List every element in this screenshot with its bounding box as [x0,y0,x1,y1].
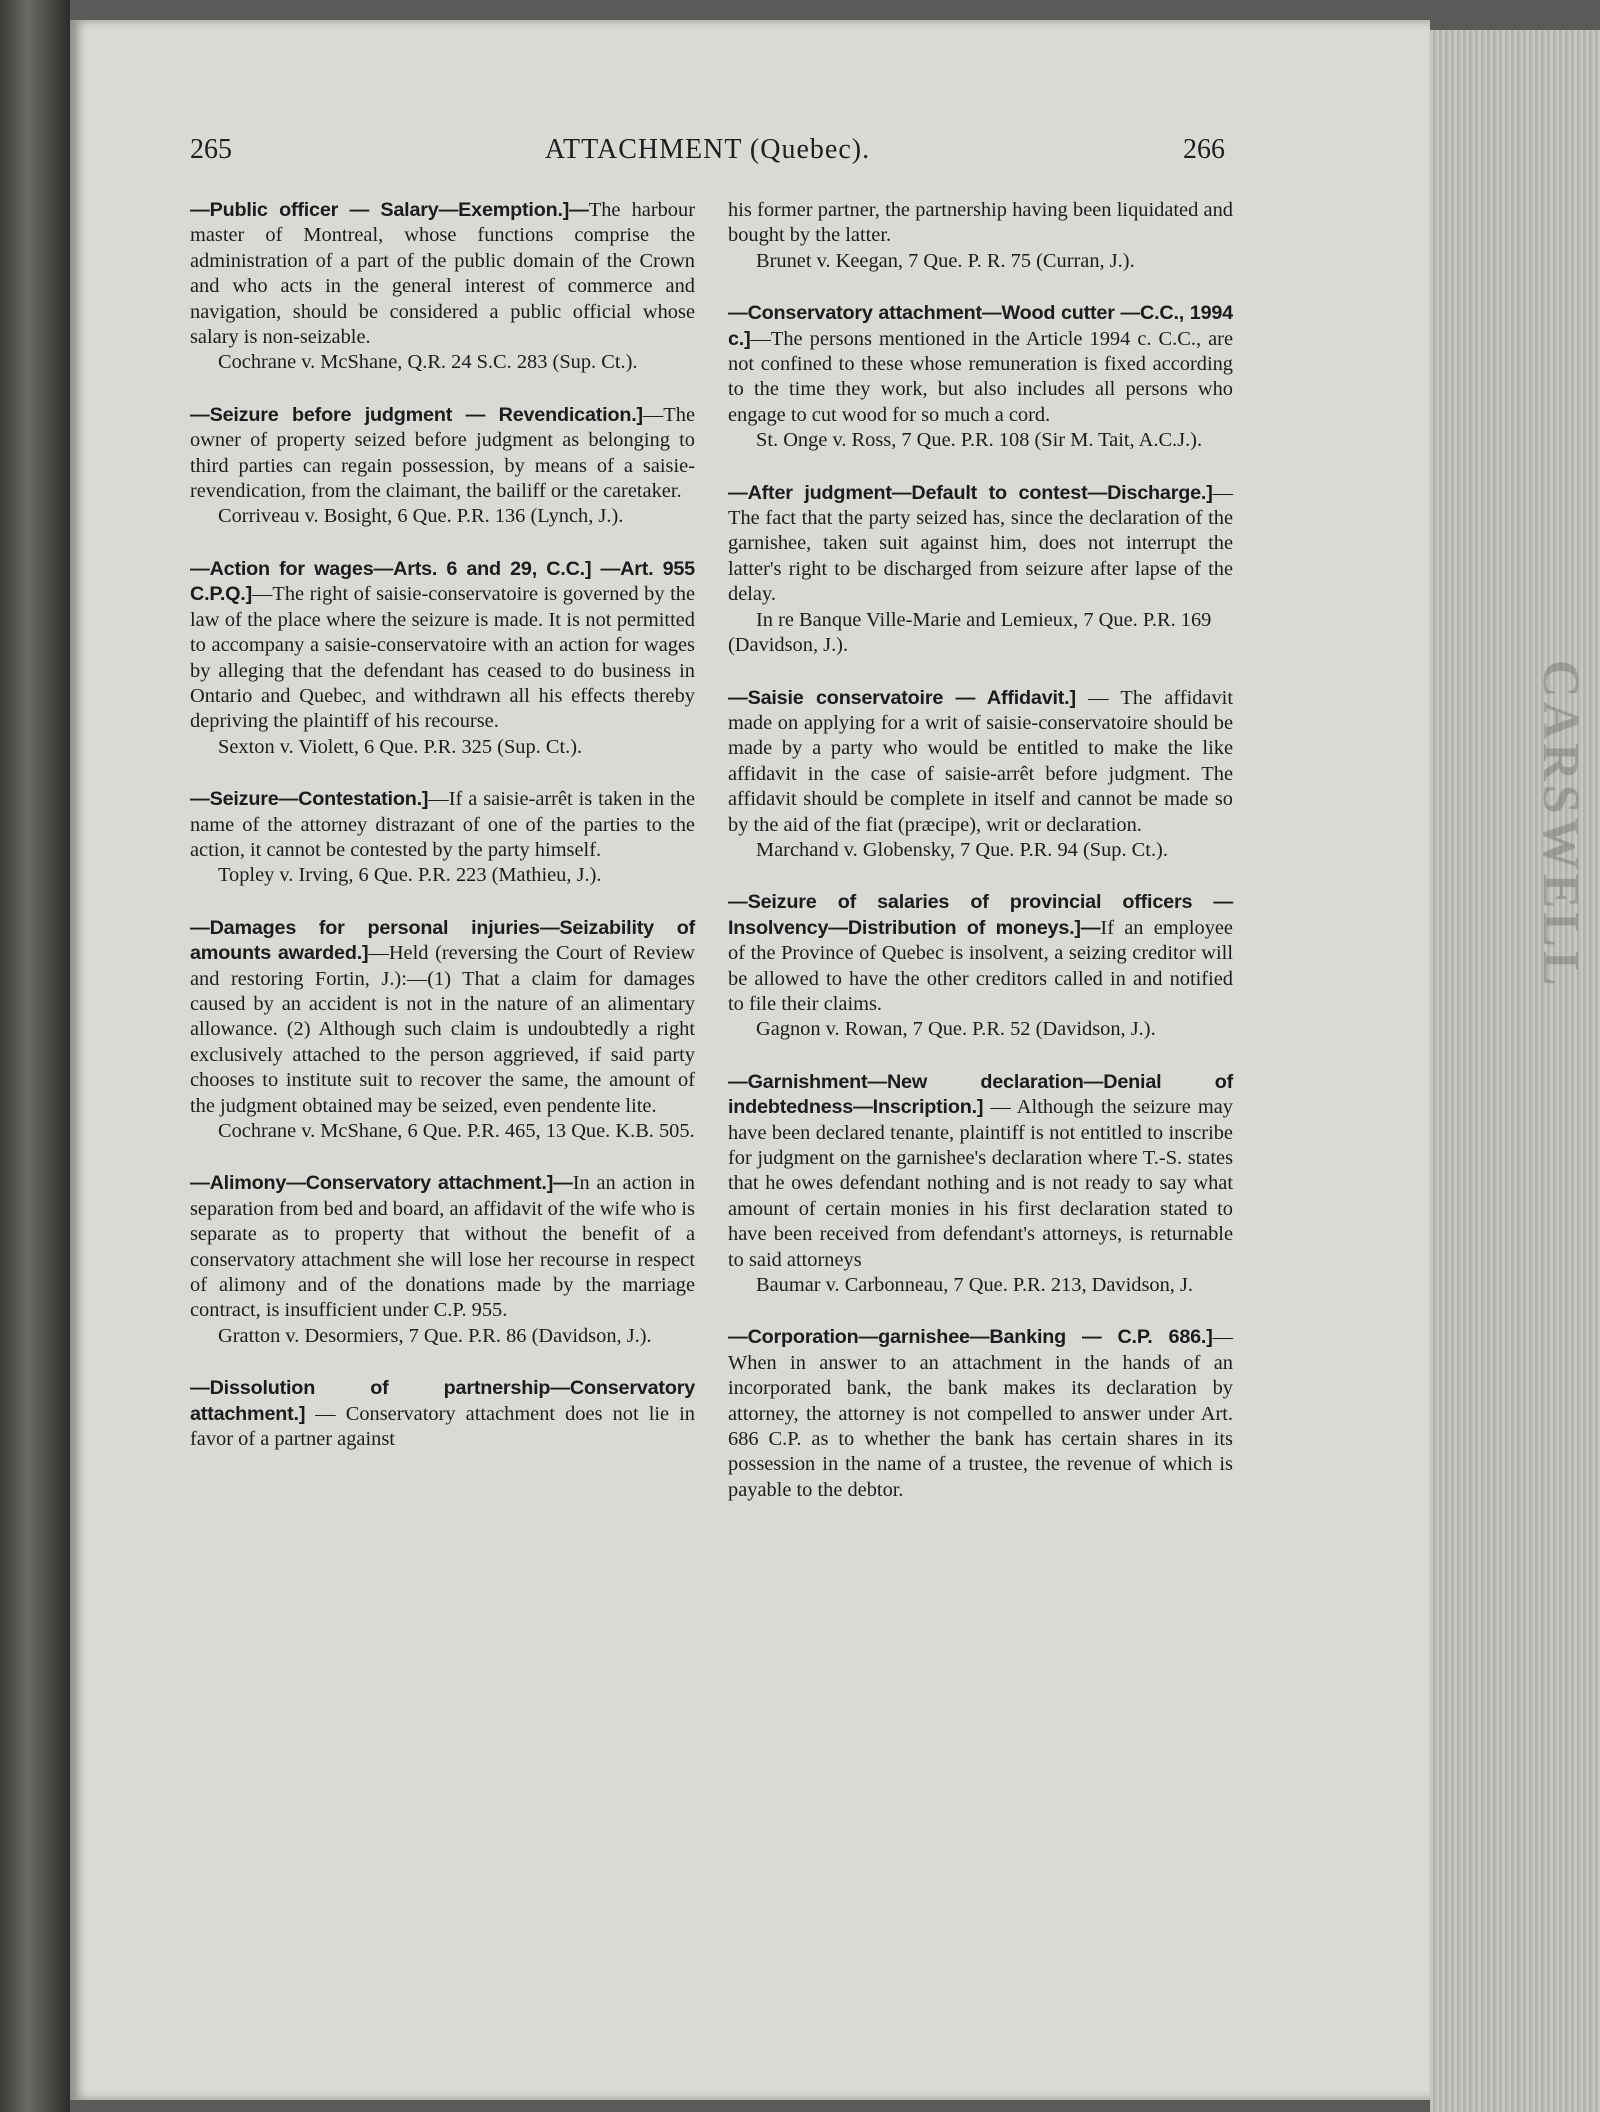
entry-action-for-wages [190,557,695,760]
page-title: ATTACHMENT (Quebec). [544,134,871,165]
entry-corporation-garnishee [728,1325,1233,1503]
entry-after-judgment [728,481,1233,659]
entry-citation: St. Onge v. Ross, 7 Que. P.R. 108 (Sir M. Tait, A.C.J.). [756,429,1203,452]
entry-garnishment [728,1070,1233,1299]
entry-body: —Held (reversing the Court of Review and restoring Fortin, J.):—(1) That a claim for damages caused by an accident is not in the nature of an alimentary allowance. (2) Although such claim is undoubtedly a right exclusively attached to the person aggrieved, if said party chooses to institute suit to recover the same, the amount of the judgment obtained may be seized, even pendente lite. [190,942,695,1117]
entry-text [728,1325,1233,1503]
entry-citation: Sexton v. Violett, 6 Que. P.R. 325 (Sup. Ct.). [218,735,583,758]
entry-alimony [190,1171,695,1349]
left-page-number: 265 [190,134,232,165]
entry-body: — Conservatory attachment does not lie in favor of a partner against [190,1402,695,1451]
running-head [190,134,1225,178]
entry-citation: Gagnon v. Rowan, 7 Que. P.R. 52 (Davidson, J.). [756,1018,1156,1041]
entry-dissolution-of-partnership [190,1376,695,1452]
entry-heading: —Action for wages—Arts. 6 and 29, C.C.] —Art. 955 C.P.Q.] [190,557,695,606]
entry-citation: Topley v. Irving, 6 Que. P.R. 223 (Mathieu, J.). [218,864,602,887]
right-column [728,198,1233,1530]
entry-body: — The affidavit made on applying for a writ of saisie-conservatoire should be made by a party who would be entitled to make the like affidavit in the case of saisie-arrêt before judgment. The affidavit should be complete in itself and cannot be made so by the aid of the fiat (præcipe), writ or declaration. [728,686,1234,836]
entry-citation: Corriveau v. Bosight, 6 Que. P.R. 136 (Lynch, J.). [218,505,624,528]
entry-heading: —Garnishment—New declaration—Denial of indebtedness—Inscription.] [728,1070,1233,1119]
entry-citation: In re Banque Ville-Marie and Lemieux, 7 Que. P.R. 169 (Davidson, J.). [728,608,1212,657]
entry-partnership-continued [728,198,1233,274]
entry-heading: —Saisie conservatoire — Affidavit.] [728,686,1076,709]
entry-heading: —After judgment—Default to contest—Discharge.] [728,481,1213,504]
entry-heading: —Damages for personal injuries—Seizability of amounts awarded.] [190,916,695,965]
entry-citation: Cochrane v. McShane, Q.R. 24 S.C. 283 (Sup. Ct.). [218,351,638,374]
entry-heading: —Conservatory attachment—Wood cutter —C.C., 1994 c.] [728,302,1233,350]
entry-salaries-provincial-officers [728,890,1233,1042]
entry-heading: —Corporation—garnishee—Banking — C.P. 686.] [728,1326,1213,1349]
entry-body: —The right of saisie-conservatoire is governed by the law of the place where the seizure is made. It is not permitted to accompany a saisie-conservatoire with an action for wages by alleging that the defendant has ceased to do business in Ontario and Quebec, and withdrawn all his effects thereby depriving the plaintiff of his recourse. [190,583,695,733]
entry-heading: —Dissolution of partnership—Conservatory attachment.] [190,1377,695,1425]
entry-body: — Although the seizure may have been declared tenante, plaintiff is not entitled to inscribe for judgment on the garnishee's declaration where T.-S. states that he owes defendant nothing and is not ready to say what amount of certain monies in his first declaration stated to have been received from defendant's attorneys, is returnable to said attorneys [728,1096,1233,1271]
right-page-number: 266 [1183,134,1225,165]
entry-citation: Gratton v. Desormiers, 7 Que. P.R. 86 (Davidson, J.). [218,1324,652,1347]
entry-body: —The persons mentioned in the Article 1994 c. C.C., are not confined to these whose remuneration is fixed according to the time they work, but also includes all persons who engage to cut wood for so much a cord. [728,327,1233,426]
entry-text [190,557,695,735]
entry-text [728,481,1233,608]
entry-text [728,1070,1233,1273]
entry-heading: —Seizure—Contestation.] [190,788,429,811]
entry-body: In an action in separation from bed and board, an affidavit of the wife who is separate as to property that without the benefit of a conservatory attachment she will lose her recourse in respect of alimony and of the donations made by the marriage contract, is insufficient under C.P. 955. [190,1172,695,1322]
entry-text [190,198,695,350]
entry-heading: —Seizure before judgment — Revendication.] [190,403,643,426]
book-spine-left [0,0,70,2112]
entry-text [190,916,695,1119]
entry-heading: —Seizure of salaries of provincial officers —Insolvency—Distribution of moneys.]— [728,891,1233,939]
entry-body: —If a saisie-arrêt is taken in the name of the attorney distrazant of one of the parties to the action, it cannot be contested by the party himself. [190,788,695,861]
entry-text [728,198,1233,249]
entry-heading: —Alimony—Conservatory attachment.]— [190,1172,573,1195]
entry-body: —When in answer to an attachment in the hands of an incorporated bank, the bank makes its declaration by attorney, the attorney is not compelled to answer under Art. 686 C.P. as to whether the bank has certain shares in its possession in the name of a trustee, the revenue of which is payable to the debtor. [728,1326,1233,1501]
left-column [190,198,695,1479]
entry-body: If an employee of the Province of Quebec is insolvent, a seizing creditor will be allowed to have the other creditors called in and notified to file their claims. [728,916,1233,1015]
entry-body: his former partner, the partnership having been liquidated and bought by the latter. [728,199,1233,247]
entry-text [728,686,1233,838]
entry-text [190,787,695,863]
entry-damages-personal-injuries [190,916,695,1145]
entry-heading: —Public officer — Salary—Exemption.]— [190,199,589,221]
entry-seizure-contestation [190,787,695,889]
entry-saisie-conservatoire-affidavit [728,686,1233,864]
entry-citation: Baumar v. Carbonneau, 7 Que. P.R. 213, Davidson, J. [756,1274,1194,1297]
entry-citation: Brunet v. Keegan, 7 Que. P. R. 75 (Curran, J.). [756,249,1135,272]
entry-text [728,890,1233,1017]
entry-text [190,1376,695,1452]
entry-seizure-before-judgment [190,403,695,530]
entry-wood-cutter [728,301,1233,453]
entry-body: —The fact that the party seized has, since the declaration of the garnishee, taken suit against him, does not interrupt the latter's right to be discharged from seizure after lapse of the delay. [728,481,1233,606]
entry-text [728,301,1233,428]
entry-citation: Cochrane v. McShane, 6 Que. P.R. 465, 13 Que. K.B. 505. [218,1120,695,1142]
entry-text [190,1171,695,1323]
entry-public-officer [190,198,695,376]
spine-stamp-text: CARSWELL [1532,660,1589,990]
entry-citation: Marchand v. Globensky, 7 Que. P.R. 94 (Sup. Ct.). [756,838,1168,861]
entry-text [190,403,695,505]
entry-body: The harbour master of Montreal, whose functions comprise the administration of a part of the public domain of the Crown and who acts in the general interest of commerce and navigation, should be considered a public official whose salary is non-seizable. [190,199,695,349]
entry-body: —The owner of property seized before judgment as belonging to third parties can regain possession, by means of a saisie-revendication, from the claimant, the bailiff or the caretaker. [190,403,695,503]
